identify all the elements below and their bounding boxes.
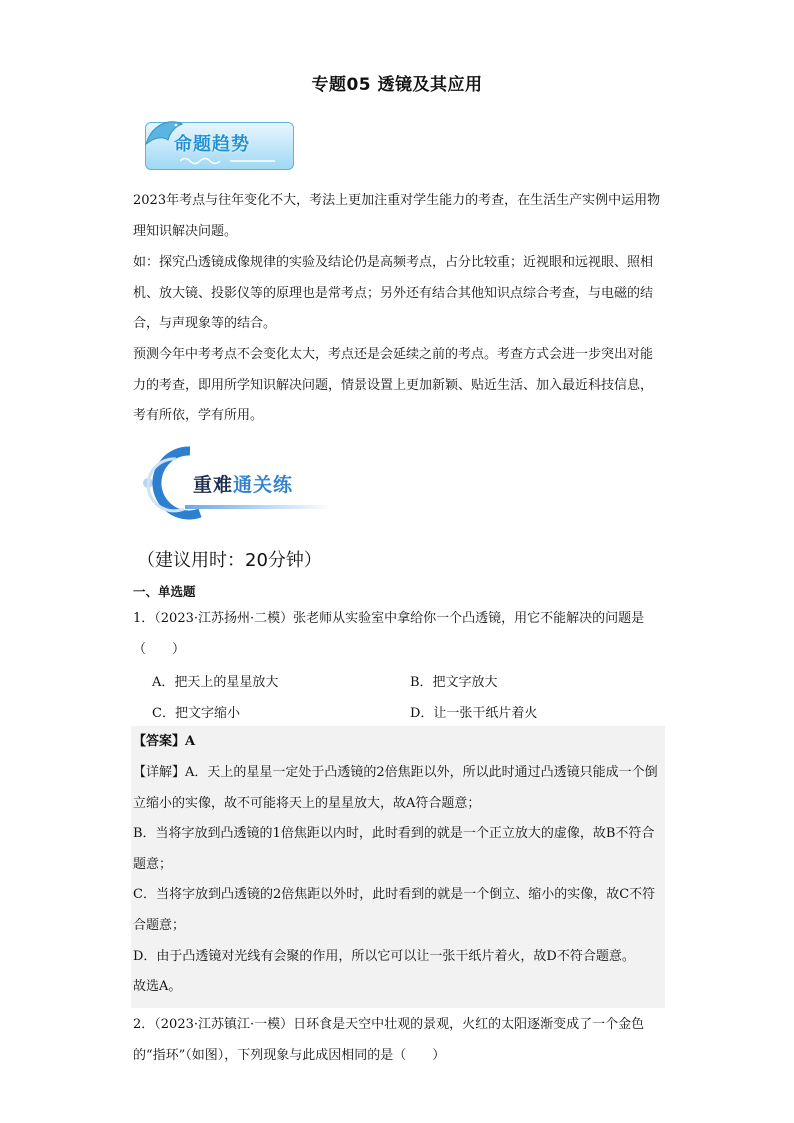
- question-1-option-c: C．把文字缩小: [152, 706, 240, 721]
- intro-paragraph-3: 预测今年中考考点不会变化太大，考点还是会延续之前的考点。考查方式会进一步突出对能力的考查，即用所学知识解决问题，情景设置上更加新颖、贴近生活、加入最近科技信息，考有所依，学有所用。: [133, 347, 654, 424]
- detail-line: 故选A。: [133, 979, 182, 995]
- question-2-stem: 2．（2023·江苏镇江·一模）日环食是天空中壮观的景观，火红的太阳逐渐变成了一个金色的“指环”（如图），下列现象与此成因相同的是（ ）: [133, 1017, 645, 1063]
- section-heading: 一、单选题: [133, 584, 196, 599]
- section-logo-blue-text: 通关练: [233, 474, 294, 496]
- wave-decoration-icon: [180, 156, 280, 166]
- intro-paragraph-2: 如：探究凸透镜成像规律的实验及结论仍是高频考点，占分比较重；近视眼和远视眼、照相机、放大镜、投影仪等的原理也是常考点；另外还有结合其他知识点综合考查，与电磁的结合，与声现象等的结合。: [133, 255, 654, 332]
- question-1-stem: 1．（2023·江苏扬州·二模）张老师从实验室中拿给你一个凸透镜，用它不能解决的问题是（ ）: [133, 611, 645, 657]
- topic-trend-badge: [140, 122, 293, 170]
- question-1-option-d: D．让一张干纸片着火: [410, 706, 538, 721]
- question-1-answer: 【答案】A: [133, 734, 196, 749]
- section-logo-dark-text: 重难: [193, 474, 234, 496]
- question-1-detail: [133, 758, 665, 1003]
- intro-paragraph-1: 2023年考点与往年变化不大，考法上更加注重对学生能力的考查，在生活生产实例中运用物理知识解决问题。: [133, 193, 661, 239]
- section-logo-label: [193, 470, 293, 497]
- question-1-option-a: A．把天上的星星放大: [152, 675, 279, 690]
- detail-line: 【详解】A．天上的星星一定处于凸透镜的2倍焦距以外，所以此时通过凸透镜只能成一个倒立缩小的实像，故不可能将天上的星星放大，故A符合题意；: [133, 765, 658, 811]
- question-1-option-b: B．把文字放大: [410, 675, 498, 690]
- detail-line: D．由于凸透镜对光线有会聚的作用，所以它可以让一张干纸片着火，故D不符合题意。: [133, 948, 635, 964]
- section-logo: [140, 445, 335, 520]
- suggested-time: （建议用时：20分钟）: [137, 550, 322, 571]
- detail-line: C．当将字放到凸透镜的2倍焦距以外时，此时看到的就是一个倒立、缩小的实像，故C不符合题意；: [133, 887, 656, 933]
- badge-label: 命题趋势: [174, 134, 250, 155]
- detail-line: B．当将字放到凸透镜的1倍焦距以内时，此时看到的就是一个正立放大的虚像，故B不符合题意；: [133, 826, 655, 872]
- document-title: 专题05 透镜及其应用: [311, 75, 483, 95]
